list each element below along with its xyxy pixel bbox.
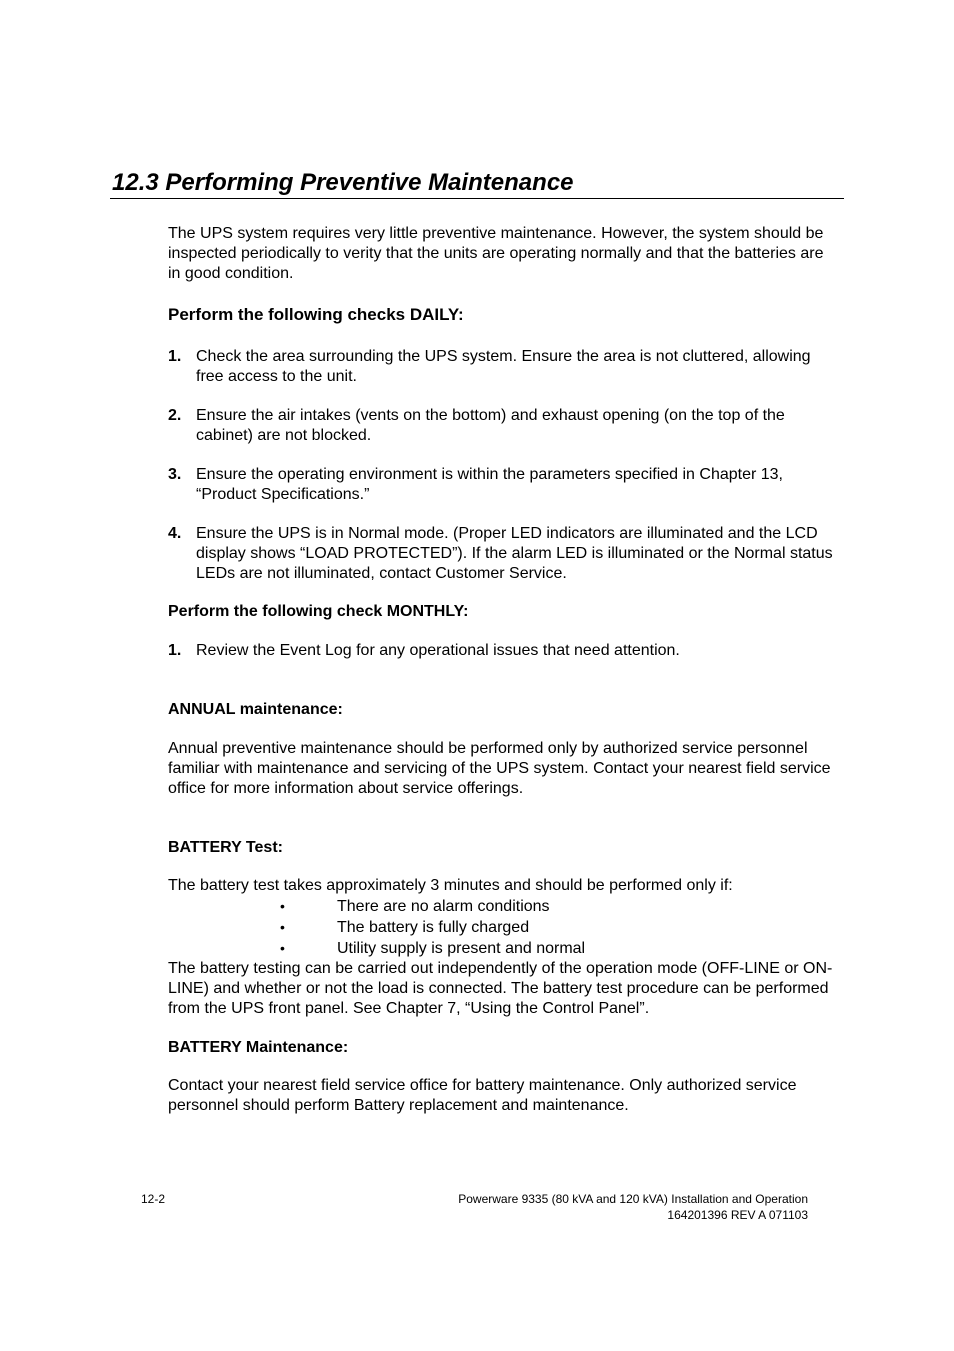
step-number: 3. — [168, 466, 182, 484]
footer-doc-title: Powerware 9335 (80 kVA and 120 kVA) Installation and Operation — [458, 1192, 808, 1206]
list-item — [168, 347, 834, 387]
daily-checks-heading: Perform the following checks DAILY: — [168, 305, 464, 325]
step-text: Review the Event Log for any operational issues that need attention. — [196, 641, 680, 659]
bullet-icon: • — [280, 898, 285, 915]
battery-maintenance-paragraph: Contact your nearest field service office for battery maintenance. Only authorized service personnel should perform Battery replacement and maintenance. — [168, 1077, 797, 1115]
step-text: Check the area surrounding the UPS system. Ensure the area is not cluttered, allowing free access to the unit. — [196, 348, 811, 385]
battery-test-conditions — [168, 896, 834, 959]
list-item — [168, 917, 834, 938]
list-item — [168, 641, 834, 661]
annual-maintenance-paragraph: Annual preventive maintenance should be performed only by authorized service personnel familiar with maintenance and servicing of the UPS system. Contact your nearest field service office for more information about service offerings. — [168, 740, 831, 797]
monthly-check-heading: Perform the following check MONTHLY: — [168, 602, 469, 620]
step-number: 2. — [168, 407, 182, 425]
step-number: 4. — [168, 525, 182, 543]
condition-text: There are no alarm conditions — [337, 898, 550, 916]
intro-paragraph: The UPS system requires very little preventive maintenance. However, the system should be inspected periodically to verity that the units are operating normally and that the batteries are in good condition. — [168, 225, 824, 282]
condition-text: The battery is fully charged — [337, 919, 530, 937]
battery-test-paragraph: The battery testing can be carried out independently of the operation mode (OFF-LINE or ON-LINE) and whether or not the load is connected. The battery test procedure can be performed from the UPS front panel. See Chapter 7, “Using the Control Panel”. — [168, 960, 833, 1017]
bullet-icon: • — [280, 940, 285, 957]
bullet-icon: • — [280, 919, 285, 936]
battery-test-heading: BATTERY Test: — [168, 838, 283, 856]
step-text: Ensure the UPS is in Normal mode. (Proper LED indicators are illuminated and the LCD display shows “LOAD PROTECTED”). If the alarm LED is illuminated or the Normal status LEDs are not illuminated, contact Customer Service. — [196, 525, 833, 583]
page-content — [168, 224, 834, 1116]
footer-page-number: 12-2 — [141, 1192, 166, 1206]
step-number: 1. — [168, 641, 182, 659]
condition-text: Utility supply is present and normal — [337, 940, 586, 958]
list-item — [168, 896, 834, 917]
battery-test-lead: The battery test takes approximately 3 minutes and should be performed only if: — [168, 877, 733, 895]
step-text: Ensure the air intakes (vents on the bottom) and exhaust opening (on the top of the cabinet) are not blocked. — [196, 407, 785, 445]
annual-maintenance-heading: ANNUAL maintenance: — [168, 701, 343, 719]
footer-document-info — [458, 1192, 808, 1223]
daily-checks-list — [168, 347, 834, 584]
battery-maintenance-heading: BATTERY Maintenance: — [168, 1038, 349, 1056]
section-title: 12.3 Performing Preventive Maintenance — [112, 169, 574, 196]
step-text: Ensure the operating environment is within the parameters specified in Chapter 13, “Product Specifications.” — [196, 466, 783, 504]
monthly-check-list — [168, 641, 834, 661]
footer-doc-number: 164201396 REV A 071103 — [667, 1207, 808, 1222]
list-item — [168, 938, 834, 959]
step-number: 1. — [168, 348, 182, 366]
title-underline — [110, 198, 844, 199]
list-item — [168, 406, 834, 446]
list-item — [168, 465, 834, 505]
list-item — [168, 524, 834, 583]
